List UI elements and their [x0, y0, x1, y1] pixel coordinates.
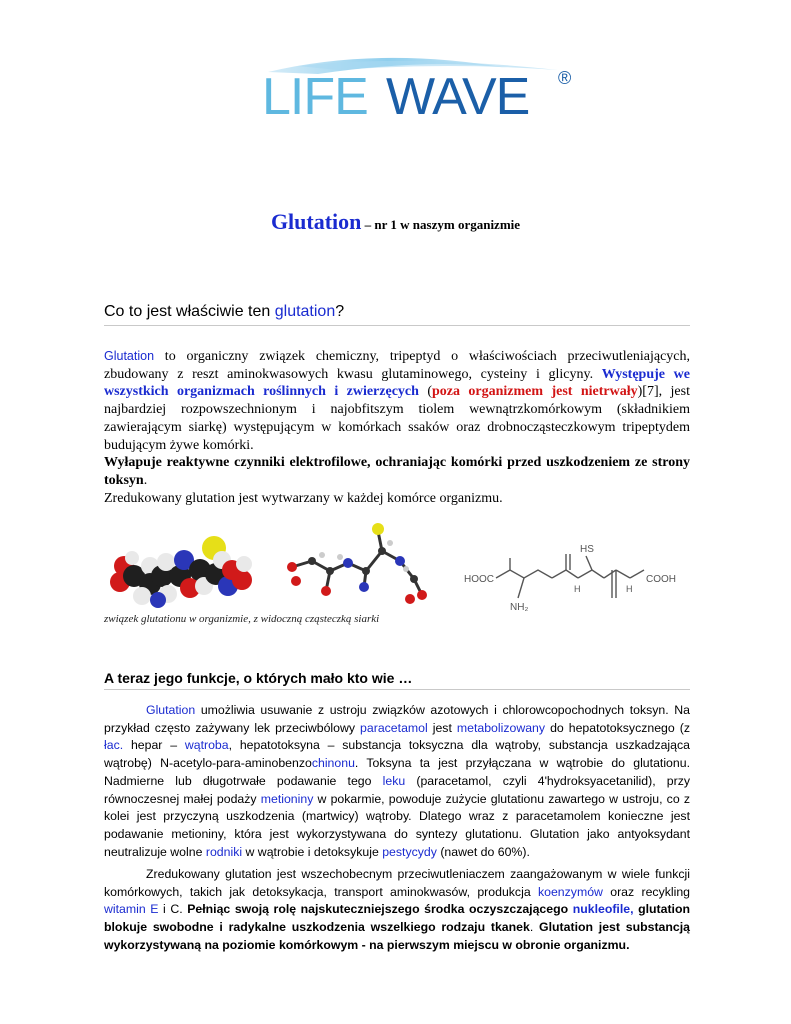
body-text: w pokarmie, powoduje zużycie glutationu zawartego w ustroju, co z kolei jest przyczyną uszkodzenia (martwicy) wątroby. Dlatego wraz z paracetamolem konieczne jest podawanie metioniny, która jest wykorzystywana do syntezy glutationu. Glutation jako antyoksydant neutralizuje wolne	[104, 791, 690, 859]
body-text: jest	[427, 720, 457, 735]
glutation-link[interactable]: glutation	[274, 303, 336, 320]
intro-text: (	[418, 384, 432, 400]
structural-formula	[462, 540, 682, 618]
instability-highlight: poza organizmem jest nietrwały	[432, 384, 638, 400]
section1-heading-pre: Co to jest właściwie ten	[104, 303, 275, 320]
body-text: oraz recykling	[602, 884, 691, 899]
intro-paragraph	[104, 348, 690, 507]
formula-label-nh2: NH₂	[510, 602, 529, 613]
formula-label-hs: HS	[580, 544, 594, 555]
lac-link[interactable]: łac.	[104, 738, 124, 753]
bold-text: Glutation jest substancją wykorzystywaną na poziomie komórkowym - na pierwszym miejscu w obronie organizmu.	[104, 920, 690, 952]
body-text: , hepatotoksyna – substancja toksyczna dla wątroby, substancja uszkadzająca wątrobę) N-acetylo-para-aminobenzo	[104, 738, 690, 771]
nukleofile-link[interactable]: nukleofile,	[572, 902, 634, 917]
body-text: (nawet do 60%).	[436, 844, 530, 859]
rodniki-link[interactable]: rodniki	[205, 844, 243, 859]
logo-wave-text: WAVE	[386, 68, 530, 126]
formula-label-cooh: COOH	[646, 574, 676, 585]
logo-registered-mark: ®	[558, 68, 572, 88]
intro-text: .	[143, 472, 148, 488]
body-text: w wątrobie i detoksykuje	[242, 844, 383, 859]
antioxidant-paragraph	[104, 866, 690, 955]
formula-label-h2: H	[626, 584, 633, 594]
intro-text: Zredukowany glutation jest wytwarzany w każdej komórce organizmu.	[104, 490, 503, 506]
leku-link[interactable]: leku	[382, 773, 406, 788]
pestycydy-link[interactable]: pestycydy	[382, 844, 437, 859]
ball-and-stick-molecule	[282, 521, 432, 609]
title-sub: – nr 1 w naszym organizmie	[361, 217, 521, 232]
metabolizowany-link[interactable]: metabolizowany	[456, 720, 546, 735]
glutation-link[interactable]: Glutation	[104, 349, 155, 363]
koenzymow-link[interactable]: koenzymów	[537, 884, 603, 899]
body-text: (paracetamol, czyli 4'hydroksyacetanilid), przy równoczesnej małej podaży	[104, 773, 690, 806]
section1-heading-post: ?	[335, 303, 345, 320]
body-text: Zredukowany glutation jest wszechobecnym przeciwutleniaczem zaangażowanym w wiele funkcji komórkowych, takich jak detoksykacja, transport aminokwasów, produkcja	[104, 867, 690, 899]
intro-text: to organiczny związek chemiczny, tripeptyd o właściwościach przeciwutleniających, zbudowany z reszt aminokwasowych kwasu glutaminowego, cysteiny i glicyny.	[104, 349, 690, 382]
lifewave-logo	[258, 52, 588, 142]
body-text: . Toksyna ta jest przyłączana w wątrobie do glutationu. Nadmierne lub długotrwałe podawanie tego	[104, 756, 690, 788]
space-filling-molecule	[104, 536, 254, 608]
formula-label-hooc: HOOC	[464, 574, 494, 585]
intro-text: )[7], jest najbardziej rozpowszechnionym i najobfitszym tiolem wewnątrzkomórkowym (składnikiem zawierającym siarkę) występującym w komórkach ssaków oraz drobnocząsteczkowym tripeptydem budującym żywe komórki.	[104, 384, 690, 453]
section1-heading	[104, 303, 344, 321]
body-text: .	[529, 920, 540, 935]
logo-life-text: LIFE	[262, 68, 368, 126]
paracetamol-link[interactable]: paracetamol	[360, 720, 428, 735]
body-text: umożliwia usuwanie z ustroju związków azotowych i chlorowcopochodnych toksyn. Na przykład często zażywany lek przeciwbólowy	[104, 703, 690, 735]
title-main: Glutation	[270, 209, 362, 234]
formula-label-h1: H	[574, 584, 581, 594]
bold-text: glutation blokuje swobodne i radykalne uszkodzenia wszelkiego rodzaju tkanek	[104, 902, 690, 935]
occurrence-highlight: Występuje we wszystkich organizmach roślinnych i zwierzęcych	[104, 366, 690, 400]
witamin-e-link[interactable]: witamin E	[104, 902, 159, 917]
toxin-highlight: Wyłapuje reaktywne czynniki elektrofilowe, ochraniając komórki przed uszkodzeniem ze strony toksyn	[104, 455, 690, 488]
glutation-link[interactable]: Glutation	[146, 703, 196, 717]
document-title	[0, 209, 791, 235]
section1-divider	[104, 325, 690, 326]
figure-caption: związek glutationu w organizmie, z widoczną cząsteczką siarki	[104, 613, 380, 625]
section2-divider	[104, 689, 690, 690]
chinonu-link[interactable]: chinonu	[311, 756, 355, 771]
watroba-link[interactable]: wątroba	[184, 738, 229, 753]
functions-paragraph	[104, 702, 690, 861]
bold-text: Pełniąc swoją rolę najskuteczniejszego środka oczyszczającego	[187, 902, 573, 917]
body-text: i C.	[158, 902, 188, 917]
body-text: hepar –	[123, 738, 185, 753]
metioniny-link[interactable]: metioniny	[260, 791, 314, 806]
body-text: do hepatotoksycznego (z	[545, 720, 690, 735]
section2-heading: A teraz jego funkcje, o których mało kto wie …	[104, 670, 413, 686]
